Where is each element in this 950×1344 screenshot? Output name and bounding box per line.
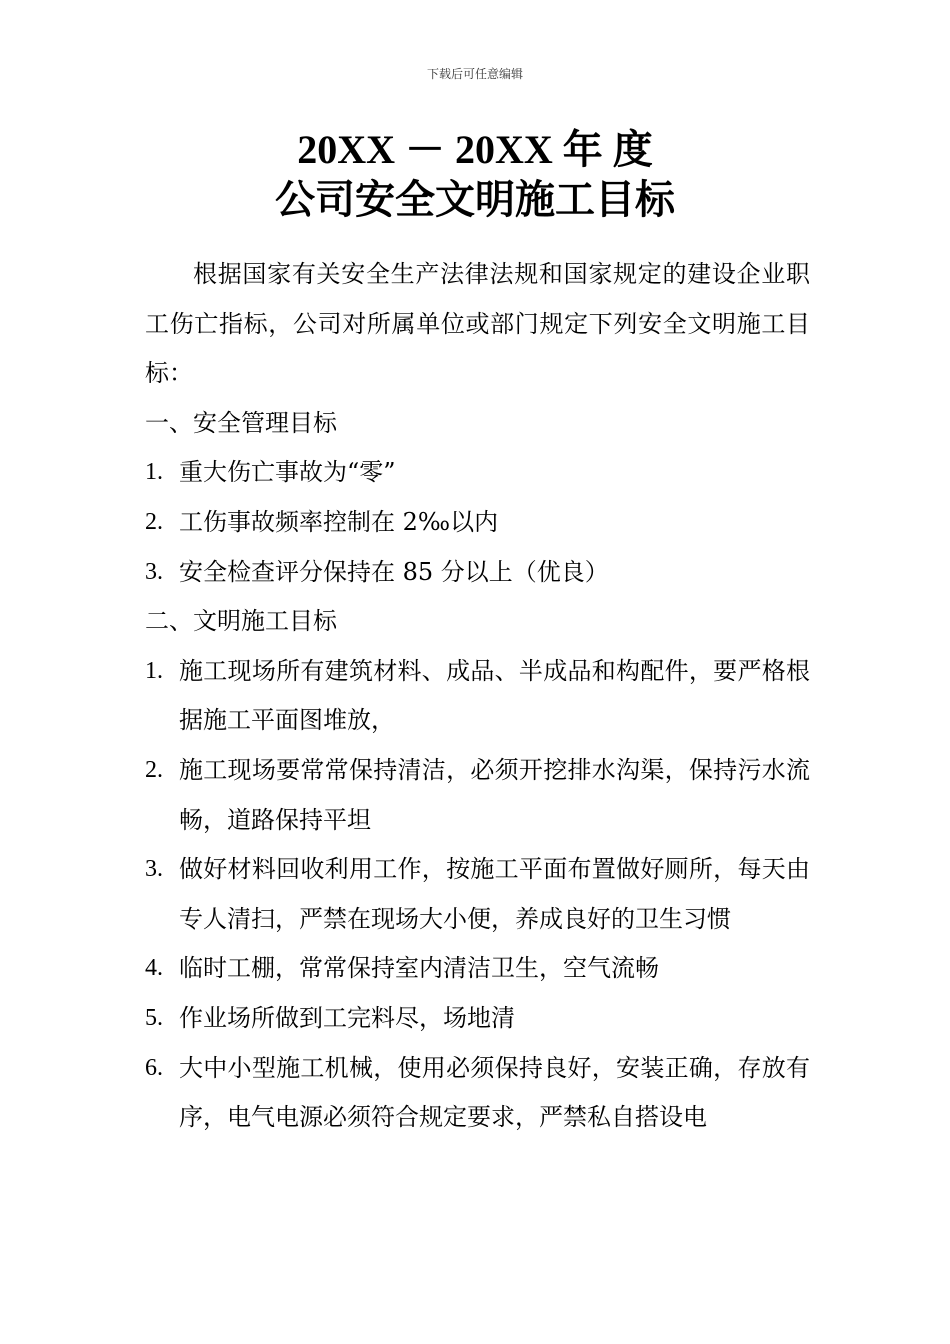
document-title-line-2: 公司安全文明施工目标 (275, 176, 675, 223)
list-item (145, 448, 810, 498)
list-item (145, 647, 810, 746)
list-item (145, 746, 810, 845)
document-body (145, 250, 810, 1143)
list-item-number: 1. (145, 657, 163, 684)
list-item-number: 6. (145, 1054, 163, 1081)
list-item-number: 3. (145, 856, 163, 883)
list-item (145, 845, 810, 944)
list-item-number: 1. (145, 459, 163, 486)
document-title-line-1: 20XX － 20XX 年 度 (297, 127, 653, 172)
list-item-number: 4. (145, 955, 163, 982)
list-item (145, 548, 810, 598)
list-item (145, 944, 810, 994)
list-item (145, 498, 810, 548)
list-item-text: 安全检查评分保持在 85 分以上（优良） (179, 557, 609, 586)
list-item (145, 994, 810, 1044)
list-item-text: 施工现场所有建筑材料、成品、半成品和构配件，要严格根据施工平面图堆放， (179, 656, 810, 735)
list-item-text: 重大伤亡事故为“零” (179, 458, 396, 487)
list-item-number: 3. (145, 558, 163, 585)
list-item-text: 作业场所做到工完料尽，场地清 (179, 1003, 515, 1032)
list-item-text: 做好材料回收利用工作，按施工平面布置做好厕所，每天由专人清扫，严禁在现场大小便，养成良好的卫生习惯 (179, 855, 810, 933)
list-item-text: 大中小型施工机械，使用必须保持良好，安装正确，存放有序，电气电源必须符合规定要求，严禁私自搭设电 (179, 1053, 810, 1132)
list-item-number: 5. (145, 1004, 163, 1031)
list-item-number: 2. (145, 756, 163, 783)
intro-paragraph: 根据国家有关安全生产法律法规和国家规定的建设企业职工伤亡指标，公司对所属单位或部门规定下列安全文明施工目标： (145, 260, 810, 388)
header-note: 下载后可任意编辑 (426, 67, 523, 81)
list-item-number: 2. (145, 508, 163, 535)
list-item-text: 施工现场要常常保持清洁，必须开挖排水沟渠，保持污水流畅，道路保持平坦 (179, 755, 810, 834)
list-item-text: 临时工棚，常常保持室内清洁卫生，空气流畅 (179, 954, 659, 983)
list-item-text: 工伤事故频率控制在 2‰以内 (179, 507, 499, 536)
section-heading-safety: 一、安全管理目标 (145, 408, 337, 437)
list-item (145, 1044, 810, 1143)
section-heading-civilized: 二、文明施工目标 (145, 607, 337, 636)
